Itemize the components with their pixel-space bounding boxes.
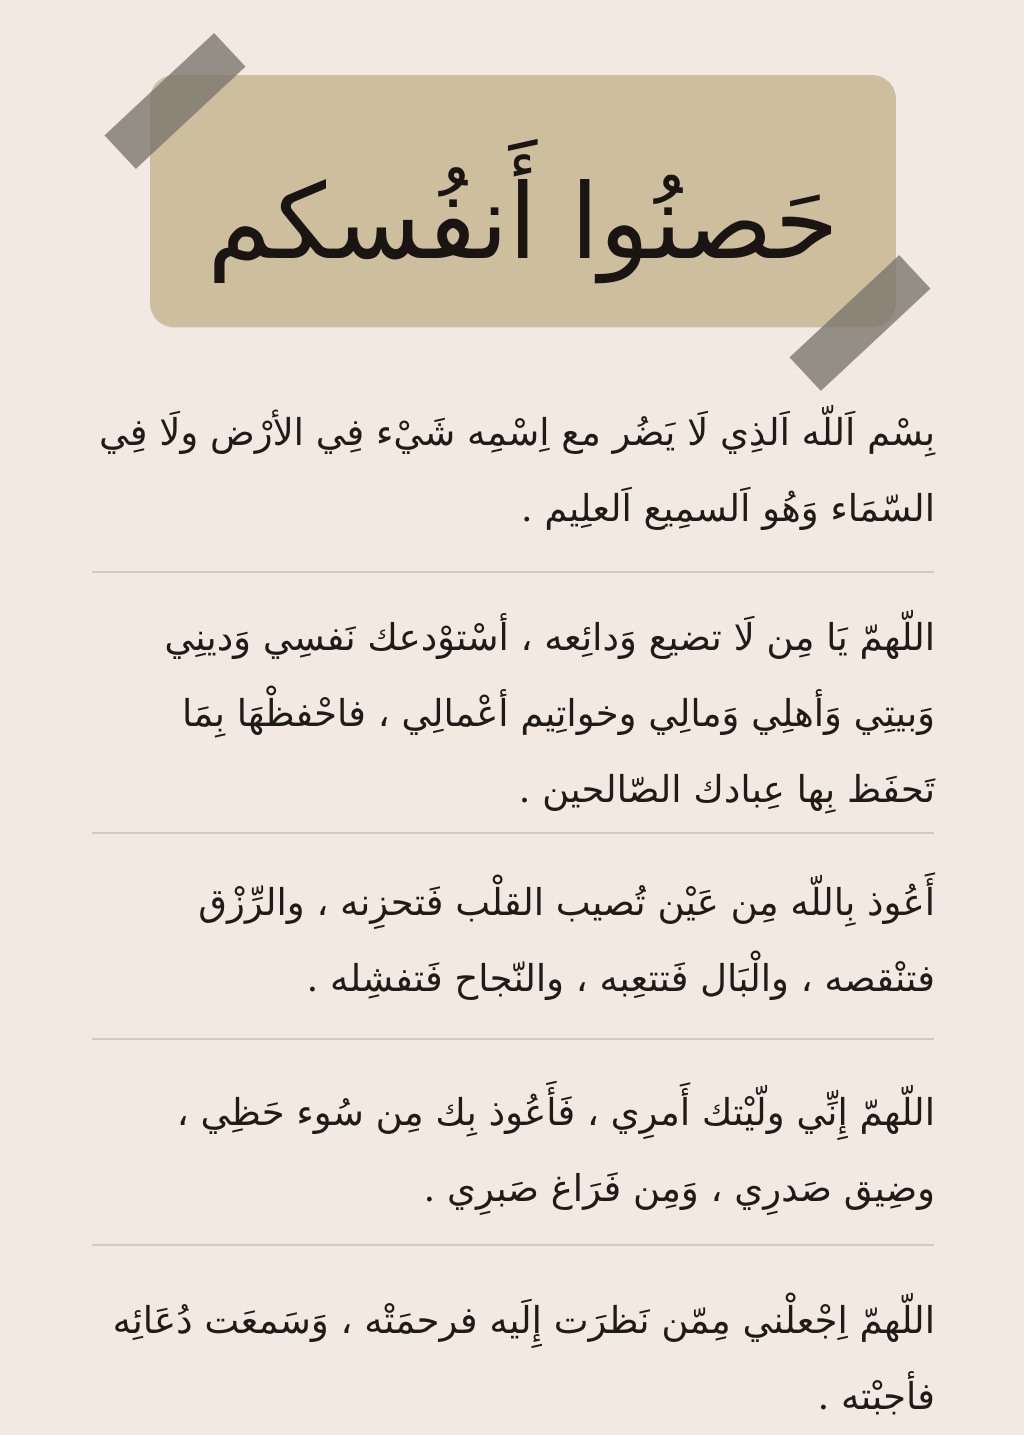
divider xyxy=(92,1038,934,1040)
prayer-text-4: اللّهمّ إِنِّي ولّيْتك أَمرِي ، فَأَعُوذ بِك مِن سُوء حَظِي ، وضِيق صَدرِي ، وَمِن فَرَاغ صَبرِي . xyxy=(176,1091,935,1210)
title-card xyxy=(150,75,896,327)
prayer-text-3: أَعُوذ بِاللّه مِن عَيْن تُصيب القلْب فَتحزِنه ، والرِّزْق فتنْقصه ، والْبَال فَتتعِبه ، والنّجاح فَتفشِله . xyxy=(198,881,935,1000)
divider xyxy=(92,832,934,834)
prayer-text-5: اللّهمّ اِجْعلْني مِمّن نَظرَت إِلَيه فرحمَتْه ، وَسَمعَت دُعَائِه فأجبْته . xyxy=(112,1299,935,1418)
page-title: حَصنُوا أَنفُسكم xyxy=(207,161,839,283)
prayer-text-1: بِسْم اَللّه اَلذِي لَا يَضُر مع اِسْمِه شَيْء فِي الأرْض ولَا فِي السّمَاء وَهُو اَلسمِيع اَلعلِيم . xyxy=(98,411,935,530)
divider xyxy=(92,571,934,573)
divider xyxy=(92,1244,934,1246)
prayer-text-2: اللّهمّ يَا مِن لَا تضيع وَدائِعه ، أسْتوْدعك نَفسِي وَدينِي وَبيتِي وَأهلِي وَمالِي وخواتِيم أعْمالِي ، فاحْفظْهَا بِمَا تَحفَظ بِها عِبادك الصّالحين . xyxy=(164,616,935,811)
